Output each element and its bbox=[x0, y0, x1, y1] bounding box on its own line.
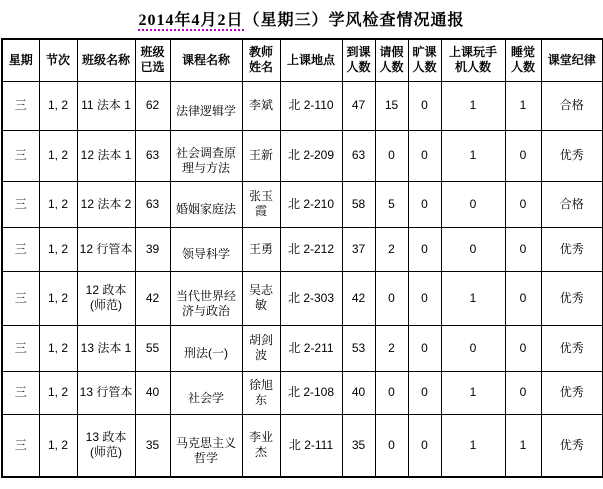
table-row bbox=[2, 181, 603, 227]
header-discipline: 课堂纪律 bbox=[541, 39, 603, 81]
cell-absent: 0 bbox=[408, 81, 441, 130]
cell-course-name: 社会调查原理与方法 bbox=[170, 130, 242, 181]
cell-enrolled: 63 bbox=[135, 181, 170, 227]
cell-course-name: 社会学 bbox=[170, 371, 242, 414]
cell-period: 1, 2 bbox=[39, 181, 77, 227]
cell-sleeping: 0 bbox=[505, 227, 541, 271]
cell-attended: 35 bbox=[342, 414, 375, 477]
cell-attended: 37 bbox=[342, 227, 375, 271]
cell-period: 1, 2 bbox=[39, 271, 77, 325]
cell-on-leave: 0 bbox=[375, 130, 408, 181]
cell-weekday: 三 bbox=[2, 81, 39, 130]
cell-class-name: 13 行管本 bbox=[77, 371, 135, 414]
cell-phone-use: 0 bbox=[441, 181, 505, 227]
header-period: 节次 bbox=[39, 39, 77, 81]
header-class-name: 班级名称 bbox=[77, 39, 135, 81]
cell-class-name: 12 行管本 bbox=[77, 227, 135, 271]
cell-teacher-name: 徐旭东 bbox=[242, 371, 280, 414]
header-attended: 到课人数 bbox=[342, 39, 375, 81]
cell-class-name: 13 法本 1 bbox=[77, 325, 135, 371]
cell-on-leave: 2 bbox=[375, 227, 408, 271]
cell-location: 北 2-303 bbox=[280, 271, 342, 325]
cell-teacher-name: 李斌 bbox=[242, 81, 280, 130]
cell-phone-use: 0 bbox=[441, 325, 505, 371]
header-course-name: 课程名称 bbox=[170, 39, 242, 81]
cell-location: 北 2-212 bbox=[280, 227, 342, 271]
cell-on-leave: 15 bbox=[375, 81, 408, 130]
cell-teacher-name: 张玉霞 bbox=[242, 181, 280, 227]
cell-weekday: 三 bbox=[2, 371, 39, 414]
cell-attended: 42 bbox=[342, 271, 375, 325]
cell-discipline: 优秀 bbox=[541, 325, 603, 371]
table-row bbox=[2, 414, 603, 477]
cell-phone-use: 0 bbox=[441, 227, 505, 271]
cell-on-leave: 0 bbox=[375, 371, 408, 414]
cell-absent: 0 bbox=[408, 130, 441, 181]
inspection-report-table bbox=[1, 38, 603, 478]
cell-absent: 0 bbox=[408, 325, 441, 371]
cell-on-leave: 0 bbox=[375, 271, 408, 325]
cell-period: 1, 2 bbox=[39, 325, 77, 371]
table-row bbox=[2, 371, 603, 414]
cell-phone-use: 1 bbox=[441, 414, 505, 477]
cell-discipline: 优秀 bbox=[541, 227, 603, 271]
report-date: 2014年4月2日 bbox=[138, 12, 244, 29]
cell-discipline: 合格 bbox=[541, 181, 603, 227]
cell-discipline: 优秀 bbox=[541, 130, 603, 181]
header-location: 上课地点 bbox=[280, 39, 342, 81]
cell-attended: 53 bbox=[342, 325, 375, 371]
cell-enrolled: 62 bbox=[135, 81, 170, 130]
cell-class-name: 12 法本 2 bbox=[77, 181, 135, 227]
cell-period: 1, 2 bbox=[39, 371, 77, 414]
cell-location: 北 2-110 bbox=[280, 81, 342, 130]
table-row bbox=[2, 130, 603, 181]
cell-enrolled: 55 bbox=[135, 325, 170, 371]
cell-phone-use: 1 bbox=[441, 130, 505, 181]
header-phone-use: 上课玩手机人数 bbox=[441, 39, 505, 81]
cell-sleeping: 0 bbox=[505, 325, 541, 371]
cell-attended: 58 bbox=[342, 181, 375, 227]
cell-weekday: 三 bbox=[2, 325, 39, 371]
table-row bbox=[2, 325, 603, 371]
cell-on-leave: 0 bbox=[375, 414, 408, 477]
cell-class-name: 13 政本 (师范) bbox=[77, 414, 135, 477]
cell-period: 1, 2 bbox=[39, 227, 77, 271]
cell-teacher-name: 吴志敏 bbox=[242, 271, 280, 325]
cell-on-leave: 2 bbox=[375, 325, 408, 371]
cell-enrolled: 40 bbox=[135, 371, 170, 414]
cell-weekday: 三 bbox=[2, 130, 39, 181]
cell-enrolled: 63 bbox=[135, 130, 170, 181]
cell-absent: 0 bbox=[408, 227, 441, 271]
table-row bbox=[2, 81, 603, 130]
cell-location: 北 2-210 bbox=[280, 181, 342, 227]
cell-class-name: 12 法本 1 bbox=[77, 130, 135, 181]
cell-phone-use: 1 bbox=[441, 81, 505, 130]
cell-on-leave: 5 bbox=[375, 181, 408, 227]
document-title bbox=[0, 0, 603, 38]
cell-weekday: 三 bbox=[2, 271, 39, 325]
cell-absent: 0 bbox=[408, 181, 441, 227]
cell-location: 北 2-111 bbox=[280, 414, 342, 477]
cell-discipline: 优秀 bbox=[541, 271, 603, 325]
cell-course-name: 刑法(一) bbox=[170, 325, 242, 371]
cell-sleeping: 0 bbox=[505, 271, 541, 325]
cell-period: 1, 2 bbox=[39, 130, 77, 181]
cell-sleeping: 0 bbox=[505, 181, 541, 227]
cell-course-name: 当代世界经济与政治 bbox=[170, 271, 242, 325]
header-teacher-name: 教师姓名 bbox=[242, 39, 280, 81]
cell-enrolled: 39 bbox=[135, 227, 170, 271]
table-header-row bbox=[2, 39, 603, 81]
cell-location: 北 2-108 bbox=[280, 371, 342, 414]
cell-teacher-name: 王勇 bbox=[242, 227, 280, 271]
cell-discipline: 优秀 bbox=[541, 414, 603, 477]
cell-weekday: 三 bbox=[2, 414, 39, 477]
cell-phone-use: 1 bbox=[441, 371, 505, 414]
header-enrolled: 班级已选 bbox=[135, 39, 170, 81]
cell-sleeping: 1 bbox=[505, 414, 541, 477]
header-on-leave: 请假人数 bbox=[375, 39, 408, 81]
cell-course-name: 法律逻辑学 bbox=[170, 81, 242, 130]
cell-teacher-name: 李业杰 bbox=[242, 414, 280, 477]
cell-course-name: 婚姻家庭法 bbox=[170, 181, 242, 227]
cell-period: 1, 2 bbox=[39, 81, 77, 130]
cell-enrolled: 35 bbox=[135, 414, 170, 477]
cell-absent: 0 bbox=[408, 271, 441, 325]
cell-enrolled: 42 bbox=[135, 271, 170, 325]
cell-course-name: 马克思主义哲学 bbox=[170, 414, 242, 477]
cell-course-name: 领导科学 bbox=[170, 227, 242, 271]
cell-absent: 0 bbox=[408, 371, 441, 414]
table-row bbox=[2, 271, 603, 325]
cell-weekday: 三 bbox=[2, 181, 39, 227]
cell-discipline: 合格 bbox=[541, 81, 603, 130]
cell-sleeping: 1 bbox=[505, 81, 541, 130]
cell-attended: 47 bbox=[342, 81, 375, 130]
header-sleeping: 睡觉人数 bbox=[505, 39, 541, 81]
cell-sleeping: 0 bbox=[505, 371, 541, 414]
cell-absent: 0 bbox=[408, 414, 441, 477]
cell-discipline: 优秀 bbox=[541, 371, 603, 414]
cell-teacher-name: 王新 bbox=[242, 130, 280, 181]
cell-attended: 40 bbox=[342, 371, 375, 414]
report-title-rest: （星期三）学风检查情况通报 bbox=[243, 12, 465, 29]
cell-attended: 63 bbox=[342, 130, 375, 181]
cell-location: 北 2-211 bbox=[280, 325, 342, 371]
table-row bbox=[2, 227, 603, 271]
cell-class-name: 12 政本 (师范) bbox=[77, 271, 135, 325]
header-absent: 旷课人数 bbox=[408, 39, 441, 81]
cell-teacher-name: 胡剑波 bbox=[242, 325, 280, 371]
cell-period: 1, 2 bbox=[39, 414, 77, 477]
cell-sleeping: 0 bbox=[505, 130, 541, 181]
cell-location: 北 2-209 bbox=[280, 130, 342, 181]
header-weekday: 星期 bbox=[2, 39, 39, 81]
cell-class-name: 11 法本 1 bbox=[77, 81, 135, 130]
cell-weekday: 三 bbox=[2, 227, 39, 271]
cell-phone-use: 1 bbox=[441, 271, 505, 325]
